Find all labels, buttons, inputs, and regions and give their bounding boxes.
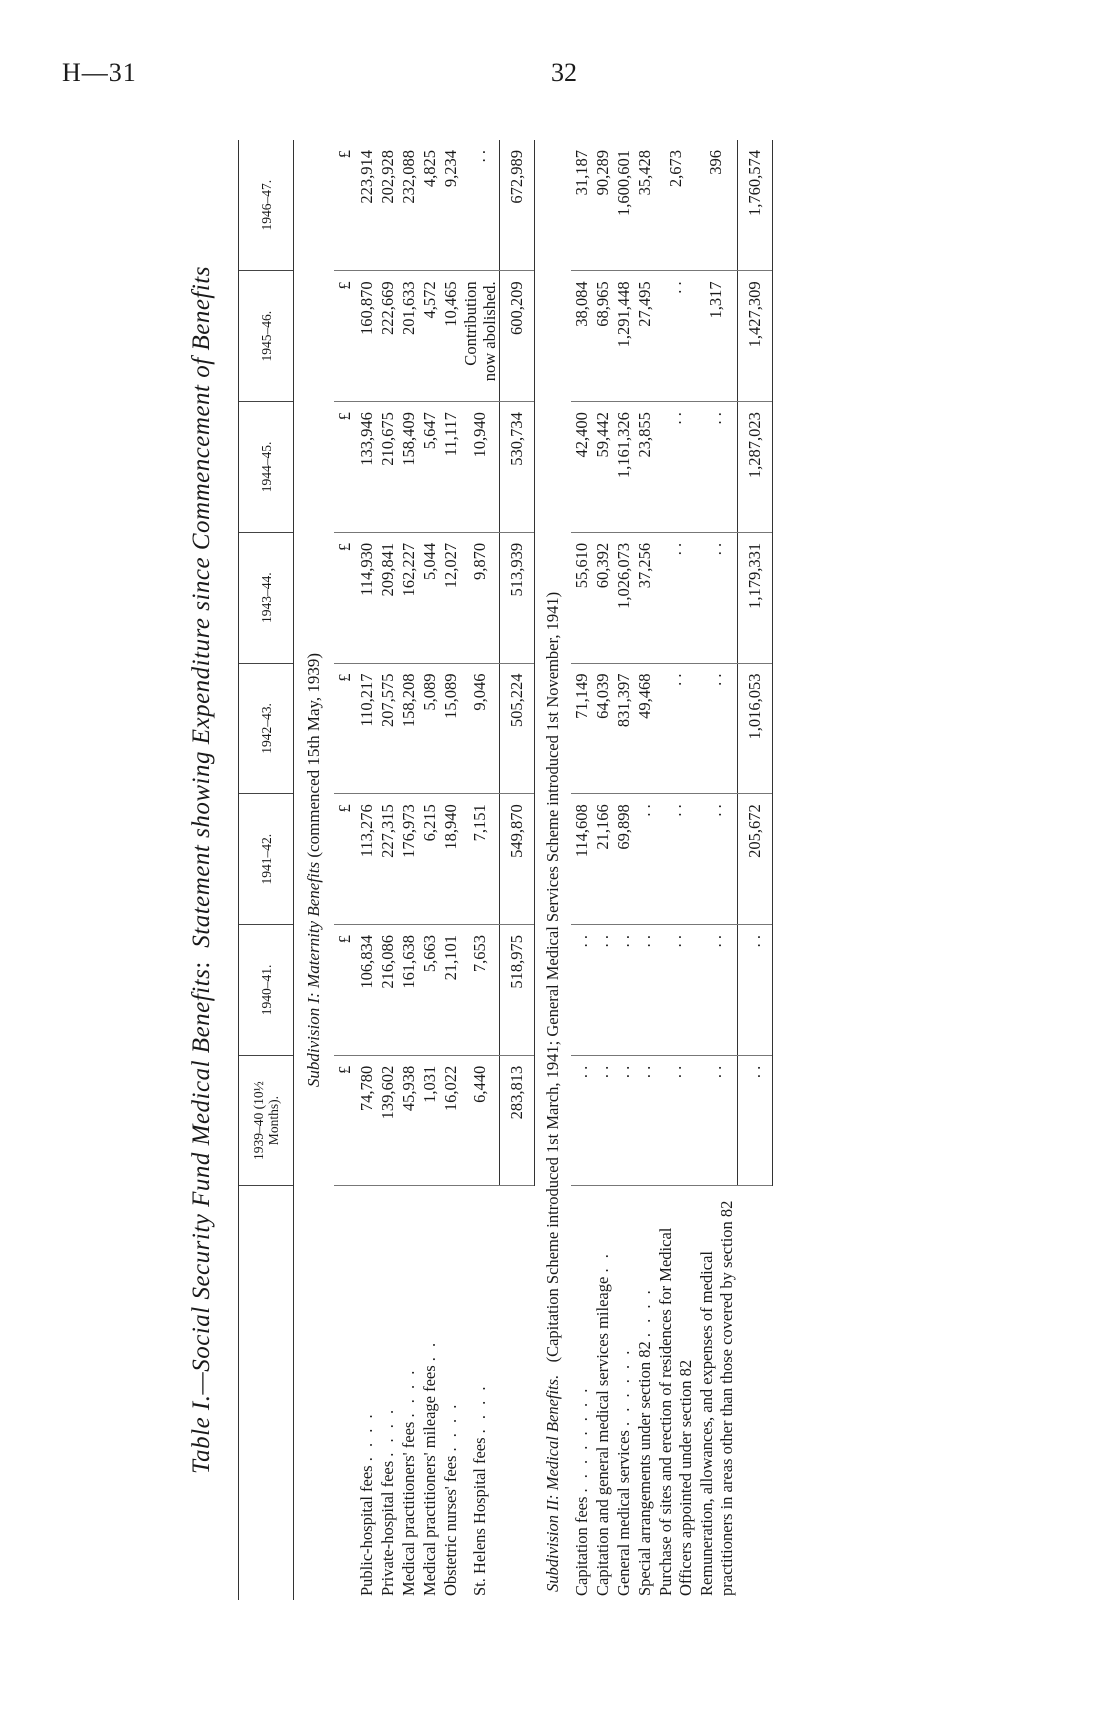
table-row: [377, 140, 398, 1600]
value-cell: 1,291,448: [613, 271, 634, 402]
value-cell: 45,938: [398, 1055, 419, 1186]
subdivision-2-heading: Subdivision II: Medical Benefits.: [543, 1374, 562, 1592]
unit-symbol: £: [334, 271, 356, 402]
total-cell: 672,989: [500, 140, 535, 271]
value-cell: . .: [655, 532, 696, 663]
subdivision-1-total-row: [500, 140, 535, 1600]
value-cell: 7,653: [461, 925, 500, 1056]
value-cell: 202,928: [377, 140, 398, 271]
row-label-text: Obstetric nurses' fees: [440, 1455, 460, 1596]
row-label: [377, 1186, 398, 1600]
value-cell: . .: [613, 925, 634, 1056]
value-cell: 68,965: [592, 271, 613, 402]
table-title: [188, 140, 244, 1600]
value-cell: 60,392: [592, 532, 613, 663]
value-cell: 21,166: [592, 794, 613, 925]
value-cell: 1,031: [419, 1055, 440, 1186]
value-cell: 74,780: [356, 1055, 377, 1186]
leader-dots: . .: [419, 1339, 439, 1362]
value-cell: . .: [634, 794, 655, 925]
value-cell: . .: [461, 140, 500, 271]
subdivision-2-note: (Capitation Scheme introduced 1st March, 1941; General Medical Services Scheme introduced 1st November, 1941): [543, 591, 562, 1363]
unit-symbol: £: [334, 532, 356, 663]
table-row: [634, 140, 655, 1600]
unit-row: [334, 140, 356, 1600]
value-cell: 35,428: [634, 140, 655, 271]
total-cell: 1,179,331: [737, 532, 772, 663]
value-cell: 59,442: [592, 402, 613, 533]
leader-dots: . . . .: [440, 1401, 460, 1452]
subdivision-1-note: (commenced 15th May, 1939): [304, 652, 323, 858]
value-cell: 106,834: [356, 925, 377, 1056]
value-cell: 16,022: [440, 1055, 461, 1186]
col-header: 1945–46.: [239, 271, 294, 402]
value-cell: 158,409: [398, 402, 419, 533]
value-cell: . .: [655, 925, 696, 1056]
value-cell: 5,089: [419, 663, 440, 794]
value-cell: 69,898: [613, 794, 634, 925]
row-label-text: St. Helens Hospital fees: [470, 1437, 490, 1596]
value-cell: 49,468: [634, 663, 655, 794]
value-cell: 162,227: [398, 532, 419, 663]
unit-symbol: £: [334, 925, 356, 1056]
value-cell: . .: [696, 1055, 737, 1186]
value-cell: 114,930: [356, 532, 377, 663]
col-header: 1942–43.: [239, 663, 294, 794]
value-cell: 223,914: [356, 140, 377, 271]
page-code: H—31: [62, 58, 137, 87]
total-cell: 530,734: [500, 402, 535, 533]
value-cell: 7,151: [461, 794, 500, 925]
subdivision-2-total-row: [737, 140, 772, 1600]
row-label-text: Public-hospital fees: [356, 1465, 376, 1596]
row-label-text: Special arrangements under section 82: [634, 1341, 654, 1596]
col-header: 1944–45.: [239, 402, 294, 533]
total-cell: 283,813: [500, 1055, 535, 1186]
value-cell: 31,187: [571, 140, 592, 271]
value-cell: . .: [655, 1055, 696, 1186]
total-cell: 1,427,309: [737, 271, 772, 402]
value-cell: . .: [696, 794, 737, 925]
row-label: [634, 1186, 655, 1600]
unit-symbol: £: [334, 140, 356, 271]
value-cell: . .: [696, 925, 737, 1056]
value-cell: 113,276: [356, 794, 377, 925]
table-row: [592, 140, 613, 1600]
value-cell: 222,669: [377, 271, 398, 402]
table-row: [419, 140, 440, 1600]
value-cell: 133,946: [356, 402, 377, 533]
leader-dots: . . . .: [398, 1367, 418, 1418]
value-cell: 9,234: [440, 140, 461, 271]
value-cell: . .: [696, 663, 737, 794]
col-header: 1941–42.: [239, 794, 294, 925]
row-label-text: General medical services: [613, 1430, 633, 1596]
value-cell: 831,397: [613, 663, 634, 794]
value-cell: 38,084: [571, 271, 592, 402]
value-cell: 207,575: [377, 663, 398, 794]
value-cell: . .: [655, 271, 696, 402]
value-cell: . .: [696, 402, 737, 533]
subdivision-1-heading: Subdivision I: Maternity Benefits: [304, 861, 323, 1088]
row-label-text: Remuneration, allowances, and expenses of medical practitioners in areas other than those covered by section 82: [697, 1200, 736, 1596]
value-cell: 18,940: [440, 794, 461, 925]
leader-dots: . . . . . .: [613, 1347, 633, 1427]
total-cell: 1,287,023: [737, 402, 772, 533]
value-cell: 4,572: [419, 271, 440, 402]
value-cell: 5,647: [419, 402, 440, 533]
value-cell: . .: [592, 1055, 613, 1186]
total-cell: 513,939: [500, 532, 535, 663]
value-cell: 23,855: [634, 402, 655, 533]
table-row: [655, 140, 696, 1600]
header-row: [239, 140, 294, 1600]
value-cell: 10,940: [461, 402, 500, 533]
total-cell: 1,760,574: [737, 140, 772, 271]
expenditure-table: [238, 140, 773, 1600]
table-title-separator: :: [188, 961, 215, 969]
subdivision-1-rows: [356, 140, 500, 1600]
value-cell: 158,208: [398, 663, 419, 794]
leader-dots: . . . .: [377, 1406, 397, 1457]
table-row: [440, 140, 461, 1600]
table-row: [613, 140, 634, 1600]
value-cell: 21,101: [440, 925, 461, 1056]
col-header: 1939–40 (10½ Months).: [239, 1055, 294, 1186]
row-label: [398, 1186, 419, 1600]
value-cell: 210,675: [377, 402, 398, 533]
value-cell: 209,841: [377, 532, 398, 663]
table-row: [356, 140, 377, 1600]
row-label: [592, 1186, 613, 1600]
value-cell: 1,317: [696, 271, 737, 402]
total-cell: 1,016,053: [737, 663, 772, 794]
row-label-text: Purchase of sites and erection of residences for Medical Officers appointed under section 82: [656, 1227, 695, 1596]
value-cell: 42,400: [571, 402, 592, 533]
unit-symbol: £: [334, 1055, 356, 1186]
value-cell: 110,217: [356, 663, 377, 794]
value-cell: 12,027: [440, 532, 461, 663]
value-cell: 37,256: [634, 532, 655, 663]
value-cell: . .: [655, 663, 696, 794]
value-cell: 55,610: [571, 532, 592, 663]
value-cell: 5,663: [419, 925, 440, 1056]
total-cell: 518,975: [500, 925, 535, 1056]
value-cell: 90,289: [592, 140, 613, 271]
col-header: 1946–47.: [239, 140, 294, 271]
leader-dots: . . . .: [356, 1411, 376, 1462]
value-cell: . .: [592, 925, 613, 1056]
row-label-text: Medical practitioners' fees: [398, 1421, 418, 1596]
value-cell: 176,973: [398, 794, 419, 925]
value-cell: 1,600,601: [613, 140, 634, 271]
value-cell: 27,495: [634, 271, 655, 402]
total-cell: . .: [737, 1055, 772, 1186]
table-row: [398, 140, 419, 1600]
value-cell: . .: [696, 532, 737, 663]
row-label: [571, 1186, 592, 1600]
leader-dots: . . . .: [634, 1287, 654, 1338]
total-cell: . .: [737, 925, 772, 1056]
subdivision-2-rows: [571, 140, 737, 1600]
subdivision-1-heading-row: [294, 140, 335, 1600]
value-cell: . .: [655, 794, 696, 925]
value-cell: 64,039: [592, 663, 613, 794]
table-row: [571, 140, 592, 1600]
value-cell: 114,608: [571, 794, 592, 925]
table-row: [696, 140, 737, 1600]
row-label-text: Capitation and general medical services mileage: [592, 1276, 612, 1596]
value-cell: 139,602: [377, 1055, 398, 1186]
value-cell: . .: [571, 1055, 592, 1186]
value-cell: 1,026,073: [613, 532, 634, 663]
table-title-main: Table I.—Social Security Fund Medical Benefits: [188, 968, 215, 1474]
value-cell: 15,089: [440, 663, 461, 794]
page-number: 32: [551, 58, 577, 87]
value-cell: 396: [696, 140, 737, 271]
row-label-text: Medical practitioners' mileage fees: [419, 1365, 439, 1596]
value-cell: . .: [613, 1055, 634, 1186]
value-cell: 232,088: [398, 140, 419, 271]
row-label: [356, 1186, 377, 1600]
unit-symbol: £: [334, 794, 356, 925]
value-cell: 71,149: [571, 663, 592, 794]
value-cell: 1,161,326: [613, 402, 634, 533]
value-cell: Contribution now abolished.: [461, 271, 500, 402]
value-cell: 9,870: [461, 532, 500, 663]
total-cell: 600,209: [500, 271, 535, 402]
leader-dots: . . . .: [470, 1383, 490, 1434]
subdivision-2-heading-row: [535, 140, 572, 1600]
value-cell: 6,215: [419, 794, 440, 925]
leader-dots: . .: [592, 1251, 612, 1273]
row-label: [440, 1186, 461, 1600]
value-cell: 6,440: [461, 1055, 500, 1186]
value-cell: 11,117: [440, 402, 461, 533]
table-title-sub: Statement showing Expenditure since Commencement of Benefits: [188, 266, 215, 948]
value-cell: 9,046: [461, 663, 500, 794]
total-cell: 205,672: [737, 794, 772, 925]
header-corner: [239, 1186, 294, 1600]
value-cell: . .: [634, 1055, 655, 1186]
row-label-text: Private-hospital fees: [377, 1460, 397, 1596]
row-label: [655, 1186, 696, 1600]
row-label: [461, 1186, 500, 1600]
value-cell: 160,870: [356, 271, 377, 402]
value-cell: 161,638: [398, 925, 419, 1056]
value-cell: . .: [571, 925, 592, 1056]
value-cell: 5,044: [419, 532, 440, 663]
col-header: 1943–44.: [239, 532, 294, 663]
col-header: 1940–41.: [239, 925, 294, 1056]
value-cell: 4,825: [419, 140, 440, 271]
table-row: [461, 140, 500, 1600]
rotated-table-page: [188, 140, 898, 1600]
value-cell: 10,465: [440, 271, 461, 402]
total-cell: 549,870: [500, 794, 535, 925]
row-label: [696, 1186, 737, 1600]
leader-dots: . . . . . . . .: [571, 1385, 591, 1493]
value-cell: . .: [634, 925, 655, 1056]
value-cell: 227,315: [377, 794, 398, 925]
unit-symbol: £: [334, 663, 356, 794]
value-cell: 2,673: [655, 140, 696, 271]
total-cell: 505,224: [500, 663, 535, 794]
value-cell: . .: [655, 402, 696, 533]
row-label: [613, 1186, 634, 1600]
row-label-text: Capitation fees: [571, 1496, 591, 1596]
value-cell: 201,633: [398, 271, 419, 402]
value-cell: 216,086: [377, 925, 398, 1056]
row-label: [419, 1186, 440, 1600]
unit-symbol: £: [334, 402, 356, 533]
